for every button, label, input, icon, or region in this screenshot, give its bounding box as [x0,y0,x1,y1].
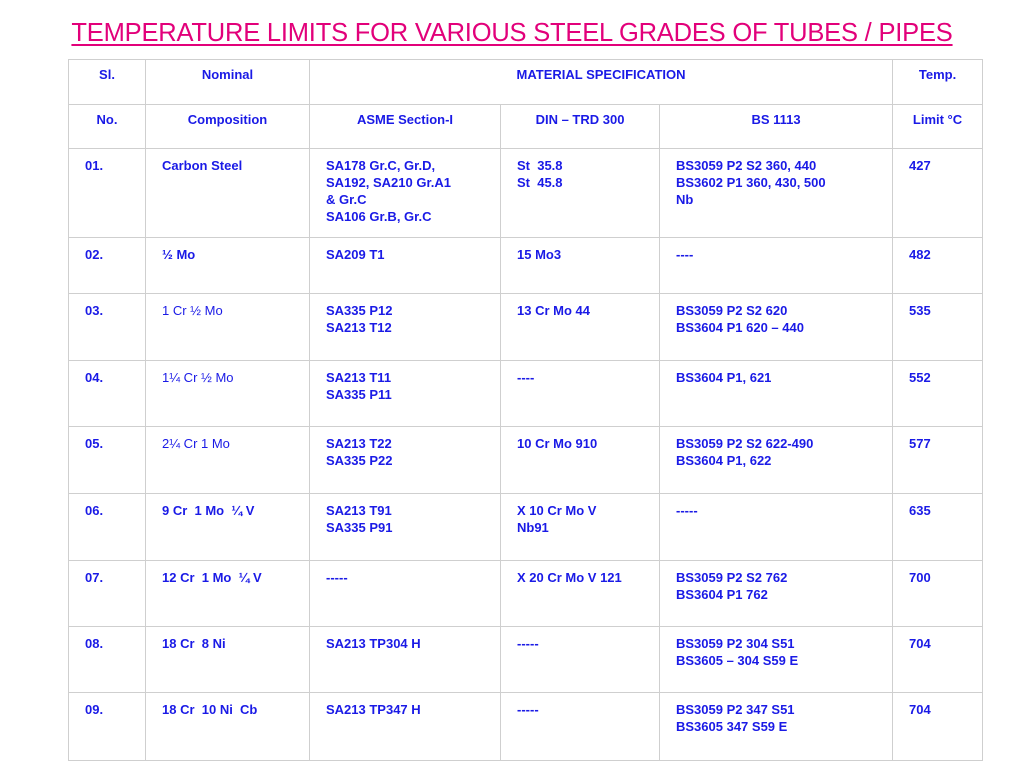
temp-limit-cell [893,693,983,761]
din-cell-text: 15 Mo3 [517,247,562,262]
temp-limit-cell [893,494,983,561]
composition-cell-text: 12 Cr 1 Mo ¼ V [162,570,262,585]
asme-cell-text: SA213 T12 [326,320,392,335]
asme-cell [310,494,501,561]
bs-cell-text: BS3059 P2 S2 762 [676,570,788,585]
asme-cell-text: SA209 T1 [326,247,385,262]
din-cell [501,627,660,693]
row-number [69,149,146,238]
header-cell [146,105,310,149]
asme-cell-text: SA192, SA210 Gr.A1 [326,175,452,190]
din-cell-text: ----- [517,702,539,717]
asme-cell-text: SA213 TP347 H [326,702,421,717]
asme-cell [310,427,501,494]
row-number [69,427,146,494]
header-cell [310,60,893,105]
bs-cell-text: BS3602 P1 360, 430, 500 [676,175,826,190]
bs-cell [660,693,893,761]
temp-limit-cell [893,627,983,693]
asme-cell-text: SA335 P11 [326,387,392,402]
bs-cell-text: BS3605 – 304 S59 E [676,653,799,668]
composition-cell-text: 18 Cr 8 Ni [162,636,226,651]
asme-cell-text: SA335 P22 [326,453,393,468]
composition-cell-text: ½ Mo [162,247,196,262]
header-nominal: Nominal [201,67,254,82]
header-sl: Sl. [99,67,115,82]
header-cell [69,60,146,105]
table-row [69,693,983,761]
asme-cell-text: SA213 T22 [326,436,392,451]
bs-cell-text: BS3059 P2 S2 620 [676,303,788,318]
temp-limit-cell [893,361,983,427]
composition-cell [146,361,310,427]
row-number-text: 01. [85,158,104,173]
composition-cell [146,693,310,761]
header-bs: BS 1113 [751,112,801,127]
composition-cell [146,427,310,494]
din-cell [501,238,660,294]
asme-cell [310,294,501,361]
page-title: TEMPERATURE LIMITS FOR VARIOUS STEEL GRADES OF TUBES / PIPES [71,19,953,47]
bs-cell-text: ----- [676,503,698,518]
temp-limit-cell-text: 635 [909,503,931,518]
row-number-text: 06. [85,503,104,518]
table-row [69,561,983,627]
header-no: No. [96,112,118,127]
asme-cell [310,561,501,627]
din-cell [501,427,660,494]
bs-cell-text: BS3604 P1 762 [676,587,768,602]
din-cell-text: ----- [517,636,539,651]
composition-cell-text: 2¼ Cr 1 Mo [162,436,230,451]
header-cell [310,105,501,149]
row-number [69,238,146,294]
table-row [69,149,983,238]
row-number-text: 07. [85,570,104,585]
composition-cell [146,294,310,361]
composition-cell-text: 9 Cr 1 Mo ¼ V [162,503,255,518]
temp-limit-cell-text: 427 [909,158,931,173]
bs-cell-text: BS3605 347 S59 E [676,719,788,734]
asme-cell [310,238,501,294]
bs-cell [660,561,893,627]
header-cell [501,105,660,149]
bs-cell [660,238,893,294]
bs-cell [660,627,893,693]
asme-cell [310,693,501,761]
asme-cell-text: SA335 P91 [326,520,393,535]
temp-limit-cell [893,427,983,494]
header-cell [660,105,893,149]
composition-cell-text: 1¼ Cr ½ Mo [162,370,234,385]
composition-cell [146,238,310,294]
bs-cell-text: BS3059 P2 S2 360, 440 [676,158,817,173]
row-number-text: 05. [85,436,104,451]
asme-cell-text: ----- [326,570,348,585]
asme-cell [310,149,501,238]
row-number [69,361,146,427]
header-cell [69,105,146,149]
temp-limit-cell [893,294,983,361]
din-cell [501,149,660,238]
din-cell-text: X 20 Cr Mo V 121 [517,570,622,585]
row-number-text: 02. [85,247,104,262]
composition-cell-text: Carbon Steel [162,158,243,173]
din-cell-text: Nb91 [517,520,549,535]
row-number [69,494,146,561]
asme-cell-text: SA178 Gr.C, Gr.D, [326,158,436,173]
header-din: DIN – TRD 300 [535,112,625,127]
temp-limit-cell-text: 700 [909,570,931,585]
din-cell [501,361,660,427]
bs-cell-text: BS3059 P2 S2 622-490 [676,436,814,451]
header-row-2 [69,105,983,149]
composition-cell [146,561,310,627]
table-row [69,427,983,494]
asme-cell-text: SA213 T11 [326,370,392,385]
table-row [69,361,983,427]
bs-cell [660,494,893,561]
bs-cell-text: BS3059 P2 304 S51 [676,636,795,651]
bs-cell-text: BS3604 P1, 622 [676,453,772,468]
bs-cell-text: Nb [676,192,694,207]
table-row [69,238,983,294]
bs-cell [660,427,893,494]
din-cell [501,294,660,361]
temp-limit-cell-text: 577 [909,436,931,451]
asme-cell-text: & Gr.C [326,192,367,207]
din-cell-text: 13 Cr Mo 44 [517,303,590,318]
row-number-text: 04. [85,370,104,385]
bs-cell-text: BS3604 P1 620 – 440 [676,320,804,335]
bs-cell [660,149,893,238]
header-cell [893,105,983,149]
asme-cell [310,361,501,427]
temp-limit-cell [893,238,983,294]
steel-grades-table [68,59,983,761]
asme-cell-text: SA213 TP304 H [326,636,421,651]
table-row [69,294,983,361]
temp-limit-cell [893,149,983,238]
temp-limit-cell-text: 704 [909,636,931,651]
asme-cell-text: SA213 T91 [326,503,392,518]
row-number [69,294,146,361]
bs-cell-text: BS3059 P2 347 S51 [676,702,795,717]
header-composition: Composition [187,112,268,127]
temp-limit-cell-text: 552 [909,370,931,385]
din-cell [501,561,660,627]
header-limit: Limit °C [912,112,963,127]
row-number-text: 08. [85,636,104,651]
asme-cell-text: SA106 Gr.B, Gr.C [326,209,432,224]
temp-limit-cell-text: 535 [909,303,931,318]
row-number [69,627,146,693]
composition-cell [146,494,310,561]
temp-limit-cell-text: 482 [909,247,931,262]
asme-cell-text: SA335 P12 [326,303,393,318]
composition-cell-text: 18 Cr 10 Ni Cb [162,702,258,717]
composition-cell [146,149,310,238]
row-number [69,693,146,761]
row-number-text: 09. [85,702,104,717]
table-body [69,149,983,761]
din-cell-text: St 45.8 [517,175,563,190]
header-row-1 [69,60,983,105]
temp-limit-cell-text: 704 [909,702,931,717]
header-asme: ASME Section-I [356,112,454,127]
composition-cell [146,627,310,693]
din-cell-text: X 10 Cr Mo V [517,503,597,518]
header-material-specification: MATERIAL SPECIFICATION [516,67,686,82]
composition-cell-text: 1 Cr ½ Mo [162,303,223,318]
bs-cell [660,294,893,361]
din-cell-text: ---- [517,370,535,385]
din-cell-text: St 35.8 [517,158,563,173]
table-row [69,627,983,693]
temp-limit-cell [893,561,983,627]
header-temp: Temp. [918,67,957,82]
bs-cell-text: ---- [676,247,694,262]
row-number [69,561,146,627]
header-cell [146,60,310,105]
asme-cell [310,627,501,693]
din-cell [501,494,660,561]
bs-cell-text: BS3604 P1, 621 [676,370,772,385]
row-number-text: 03. [85,303,104,318]
din-cell-text: 10 Cr Mo 910 [517,436,598,451]
table-row [69,494,983,561]
header-cell [893,60,983,105]
din-cell [501,693,660,761]
bs-cell [660,361,893,427]
